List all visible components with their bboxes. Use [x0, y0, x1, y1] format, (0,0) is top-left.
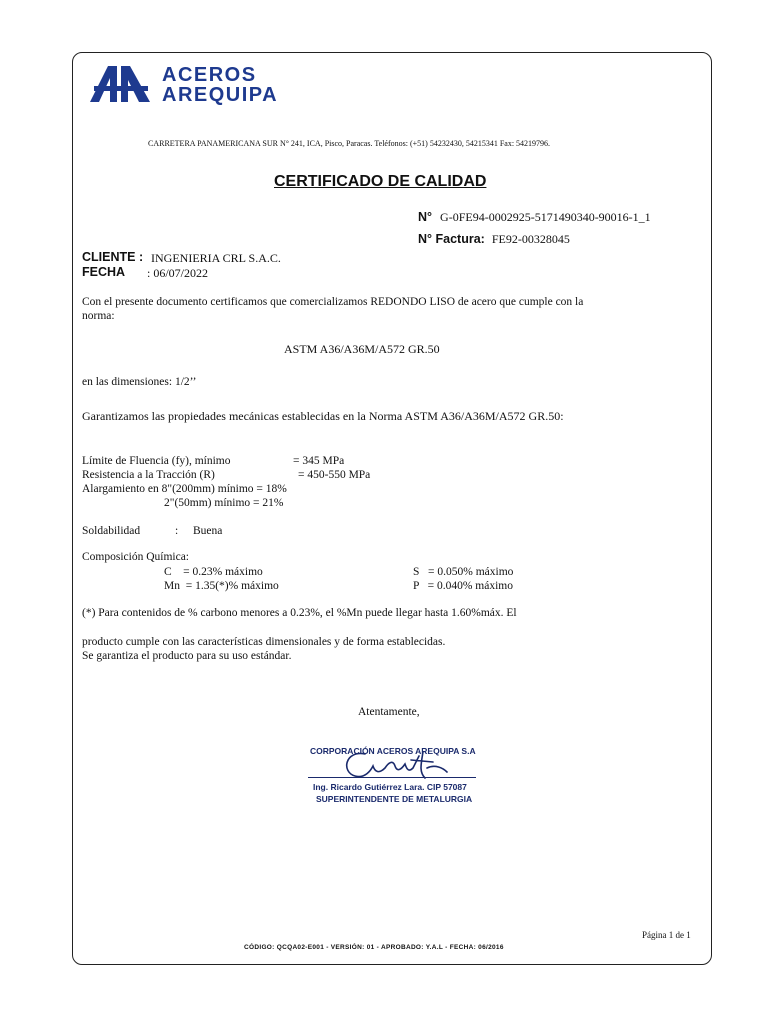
company-logo — [90, 64, 290, 106]
tensile-strength-value: = 450-550 MPa — [298, 469, 371, 481]
weldability-value: Buena — [193, 525, 223, 537]
dimensions-text: en las dimensiones: 1/2’’ — [82, 376, 197, 388]
weldability-label: Soldabilidad — [82, 525, 141, 537]
weldability-separator: : — [175, 525, 179, 537]
logo-mark-icon — [90, 64, 152, 104]
document-footer: CÓDIGO: QCQA02-E001 - VERSIÓN: 01 - APROBADO: Y.A.L - FECHA: 06/2016 — [244, 944, 504, 951]
logo-text-line2: AREQUIPA — [162, 84, 279, 106]
yield-strength-label: Límite de Fluencia (fy), mínimo — [82, 455, 231, 467]
certificate-number-value: G-0FE94-0002925-5171490340-90016-1_1 — [440, 210, 651, 224]
phosphorus-content: P = 0.040% máximo — [413, 580, 513, 592]
intro-text-line2: norma: — [82, 310, 115, 322]
guarantee-text: Garantizamos las propiedades mecánicas establecidas en la Norma ASTM A36/A36M/A572 GR.50: — [82, 409, 564, 423]
note-line1: (*) Para contenidos de % carbono menores a 0.23%, el %Mn puede llegar hasta 1.60%máx. El — [82, 607, 517, 619]
invoice-number — [418, 230, 570, 248]
invoice-label: N° Factura: — [418, 232, 485, 246]
elongation-2in: 2"(50mm) mínimo = 21% — [164, 497, 284, 509]
manganese-content: Mn = 1.35(*)% máximo — [164, 580, 279, 592]
chemical-composition-label: Composición Química: — [82, 551, 190, 563]
sulfur-content: S = 0.050% máximo — [413, 566, 514, 578]
standard-name: ASTM A36/A36M/A572 GR.50 — [284, 342, 440, 356]
signature-company: CORPORACIÓN ACEROS AREQUIPA S.A — [310, 746, 476, 756]
signatory-position: SUPERINTENDENTE DE METALURGIA — [316, 794, 473, 804]
handwritten-signature — [335, 742, 455, 786]
signatory-name: Ing. Ricardo Gutiérrez Lara. CIP 57087 — [313, 782, 467, 792]
note-line2: producto cumple con las características dimensionales y de forma establecidas. — [82, 636, 446, 648]
page-number: Página 1 de 1 — [642, 930, 691, 940]
document-title: CERTIFICADO DE CALIDAD — [274, 173, 487, 190]
note-line3: Se garantiza el producto para su uso estándar. — [82, 650, 292, 662]
closing-text: Atentamente, — [358, 706, 420, 718]
invoice-value: FE92-00328045 — [491, 232, 570, 246]
signature-line — [308, 777, 476, 778]
date-value: : 06/07/2022 — [147, 266, 209, 280]
intro-text-line1: Con el presente documento certificamos que comercializamos REDONDO LISO de acero que cumple con la — [82, 296, 584, 308]
logo-text-line1: ACEROS — [162, 64, 257, 86]
client-value: INGENIERIA CRL S.A.C. — [151, 251, 281, 265]
date-label: FECHA — [82, 265, 126, 279]
yield-strength-value: = 345 MPa — [293, 455, 345, 467]
elongation-8in: Alargamiento en 8"(200mm) mínimo = 18% — [82, 483, 287, 495]
certificate-number — [418, 208, 651, 226]
carbon-content: C = 0.23% máximo — [164, 566, 263, 578]
certificate-number-label: N° — [418, 210, 433, 224]
client-label: CLIENTE : — [82, 250, 144, 264]
company-address: CARRETERA PANAMERICANA SUR N° 241, ICA, Pisco, Paracas. Teléfonos: (+51) 54232430, 54215341 Fax: 54219796. — [148, 139, 551, 148]
tensile-strength-label: Resistencia a la Tracción (R) — [82, 469, 215, 481]
